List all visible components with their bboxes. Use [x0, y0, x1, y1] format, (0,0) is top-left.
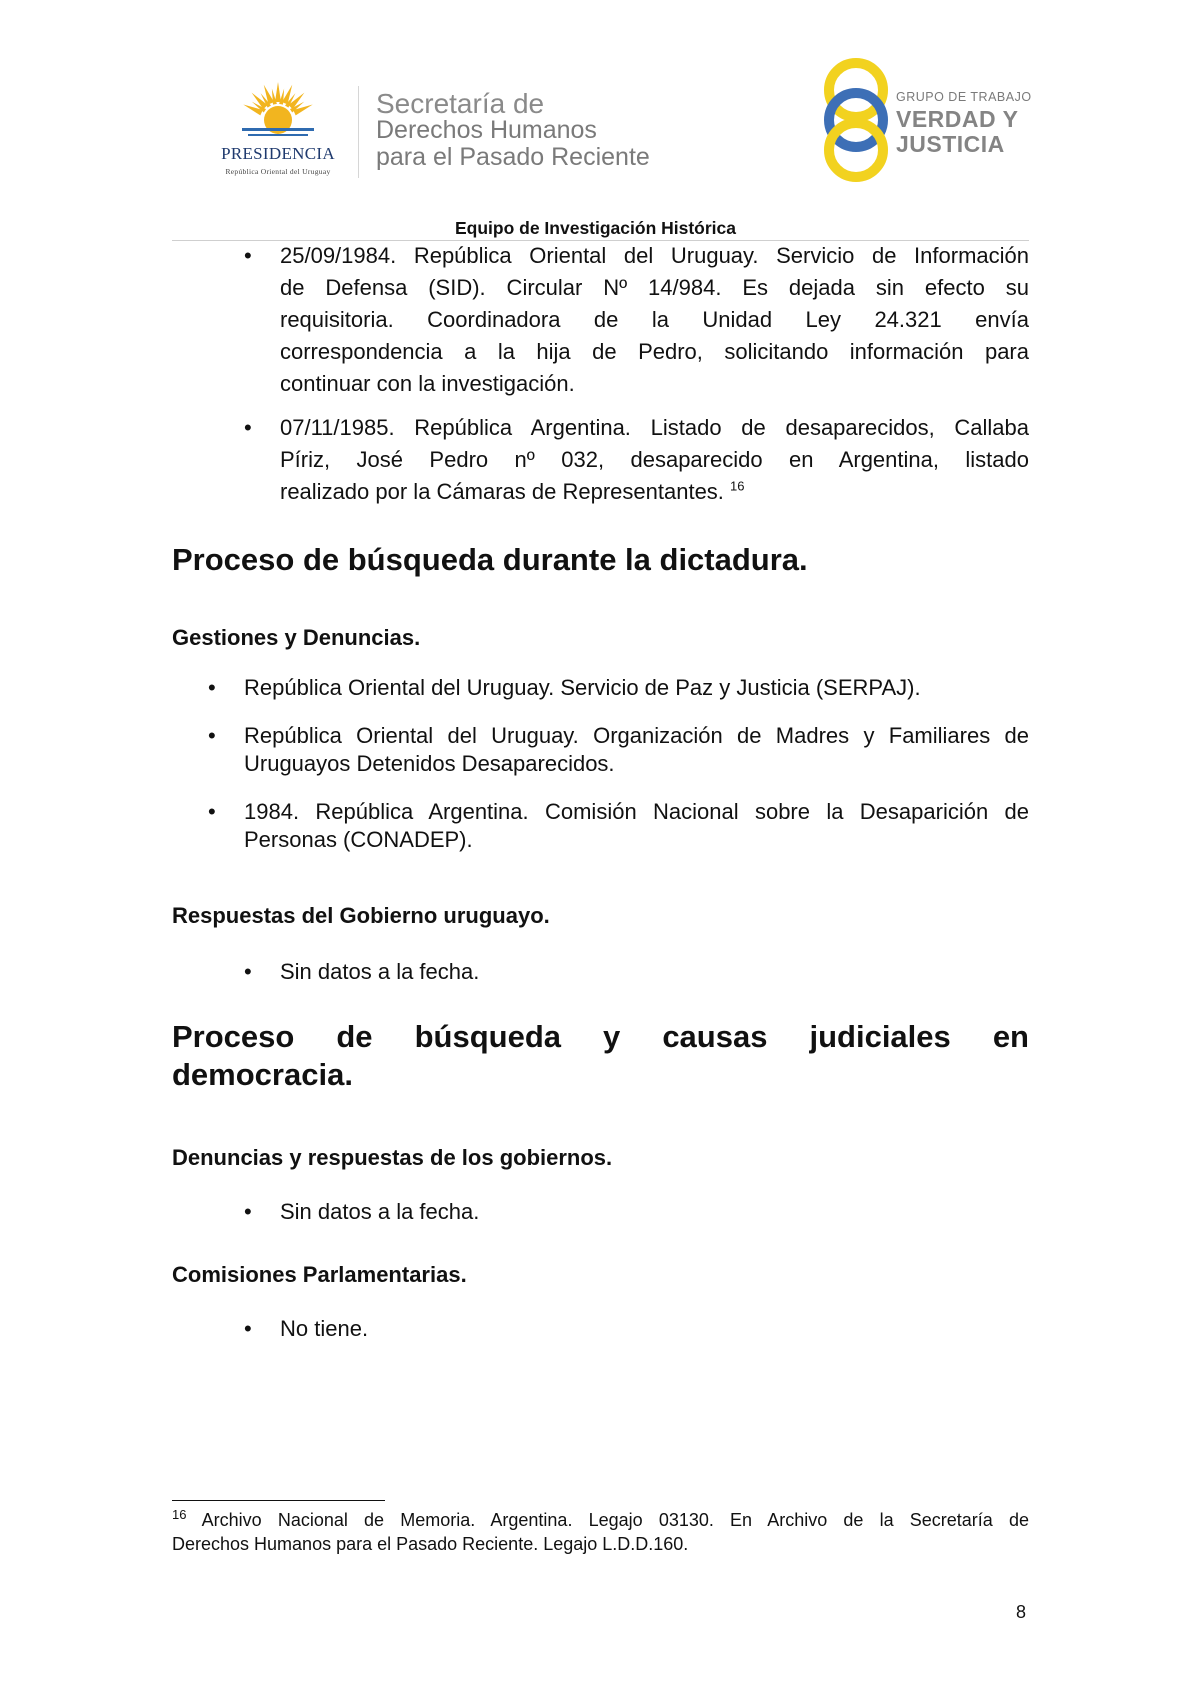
subsection-title-denuncias: Denuncias y respuestas de los gobiernos. [172, 1145, 613, 1170]
title-word: y [603, 1019, 621, 1054]
sun-of-may-icon [240, 80, 316, 142]
title-word: causas [662, 1019, 768, 1054]
secretaria-logo-text [376, 90, 650, 171]
bullet-dot: • [244, 415, 252, 440]
footnote [172, 1508, 1029, 1556]
header-divider [358, 86, 359, 178]
section-title-democracia [172, 1018, 1029, 1094]
linked-rings-icon [822, 56, 894, 184]
secretaria-line-3: para el Pasado Reciente [376, 143, 650, 171]
page-number: 8 [1016, 1602, 1027, 1622]
text-line: Píriz, José Pedro nº 032, desaparecido en Argentina, listado [280, 447, 1029, 472]
bullet-dot: • [244, 1199, 252, 1224]
section-title-line-2: democracia. [172, 1057, 353, 1092]
bullet-dot: • [244, 959, 252, 984]
bullet-dot: • [244, 243, 252, 268]
text-line: República Oriental del Uruguay. Organización de Madres y Familiares de [244, 723, 1029, 748]
subsection-title-gestiones: Gestiones y Denuncias. [172, 625, 421, 650]
bullet-dot: • [208, 675, 216, 700]
footnote-line: Derechos Humanos para el Pasado Reciente. Legajo L.D.D.160. [172, 1534, 689, 1554]
section-title-dictadura: Proceso de búsqueda durante la dictadura. [172, 542, 808, 577]
text-line: Sin datos a la fecha. [280, 1199, 480, 1224]
list-item-text [280, 412, 1029, 508]
title-word: de [336, 1019, 373, 1054]
text-line: 07/11/1985. República Argentina. Listado de desaparecidos, Callaba [280, 415, 1029, 440]
text-line: requisitoria. Coordinadora de la Unidad Ley 24.321 envía [280, 307, 1029, 332]
text-line: Personas (CONADEP). [244, 827, 473, 852]
vyj-grupo-text: GRUPO DE TRABAJO [896, 90, 1032, 104]
presidencia-subtitle: República Oriental del Uruguay [225, 167, 331, 176]
subsection-title-respuestas: Respuestas del Gobierno uruguayo. [172, 903, 550, 928]
title-word: Proceso [172, 1019, 295, 1054]
list-item-text [280, 1196, 1029, 1228]
section-title-line-1 [172, 1018, 1029, 1056]
text-line [280, 476, 1029, 508]
team-heading: Equipo de Investigación Histórica [454, 218, 737, 238]
list-item-text [280, 240, 1029, 400]
presidencia-title: PRESIDENCIA [221, 144, 335, 163]
list-item-text [280, 1313, 1029, 1345]
bullet-dot: • [208, 799, 216, 824]
bullet-dot: • [208, 723, 216, 748]
text-line: continuar con la investigación. [280, 371, 575, 396]
title-word: búsqueda [414, 1019, 561, 1054]
text-line: República Oriental del Uruguay. Servicio de Paz y Justicia (SERPAJ). [244, 675, 921, 700]
footnote-number: 16 [172, 1507, 187, 1522]
vyj-justicia-text: JUSTICIA [896, 131, 1005, 157]
presidencia-logo [198, 80, 358, 180]
title-word: judiciales [809, 1019, 951, 1054]
secretaria-line-1: Secretaría de [376, 88, 545, 119]
footnote-reference[interactable]: 16 [730, 478, 745, 494]
text-line: No tiene. [280, 1316, 369, 1341]
footnote-line-text: Archivo Nacional de Memoria. Argentina. Legajo 03130. En Archivo de la Secretaría de [201, 1510, 1029, 1530]
list-item-text [244, 798, 1029, 854]
secretaria-line-2: Derechos Humanos [376, 116, 597, 144]
text-line: correspondencia a la hija de Pedro, solicitando información para [280, 339, 1029, 364]
vyj-verdad-text: VERDAD Y [896, 106, 1019, 132]
verdad-justicia-logo [822, 56, 1042, 186]
text-line: 25/09/1984. República Oriental del Uruguay. Servicio de Información [280, 243, 1029, 268]
text-line: de Defensa (SID). Circular Nº 14/984. Es dejada sin efecto su [280, 275, 1029, 300]
list-item-text [280, 956, 1029, 988]
text-line: 1984. República Argentina. Comisión Nacional sobre la Desaparición de [244, 799, 1029, 824]
list-item-text [244, 674, 1029, 702]
footnote-line [172, 1508, 1029, 1532]
text-line-content: realizado por la Cámaras de Representantes. [280, 479, 724, 504]
page-header [0, 0, 1191, 240]
text-line: Uruguayos Detenidos Desaparecidos. [244, 751, 615, 776]
text-line: Sin datos a la fecha. [280, 959, 480, 984]
footnote-separator [172, 1500, 385, 1501]
title-word: en [992, 1019, 1029, 1054]
bullet-dot: • [244, 1316, 252, 1341]
list-item-text [244, 722, 1029, 778]
subsection-title-comisiones: Comisiones Parlamentarias. [172, 1262, 467, 1287]
